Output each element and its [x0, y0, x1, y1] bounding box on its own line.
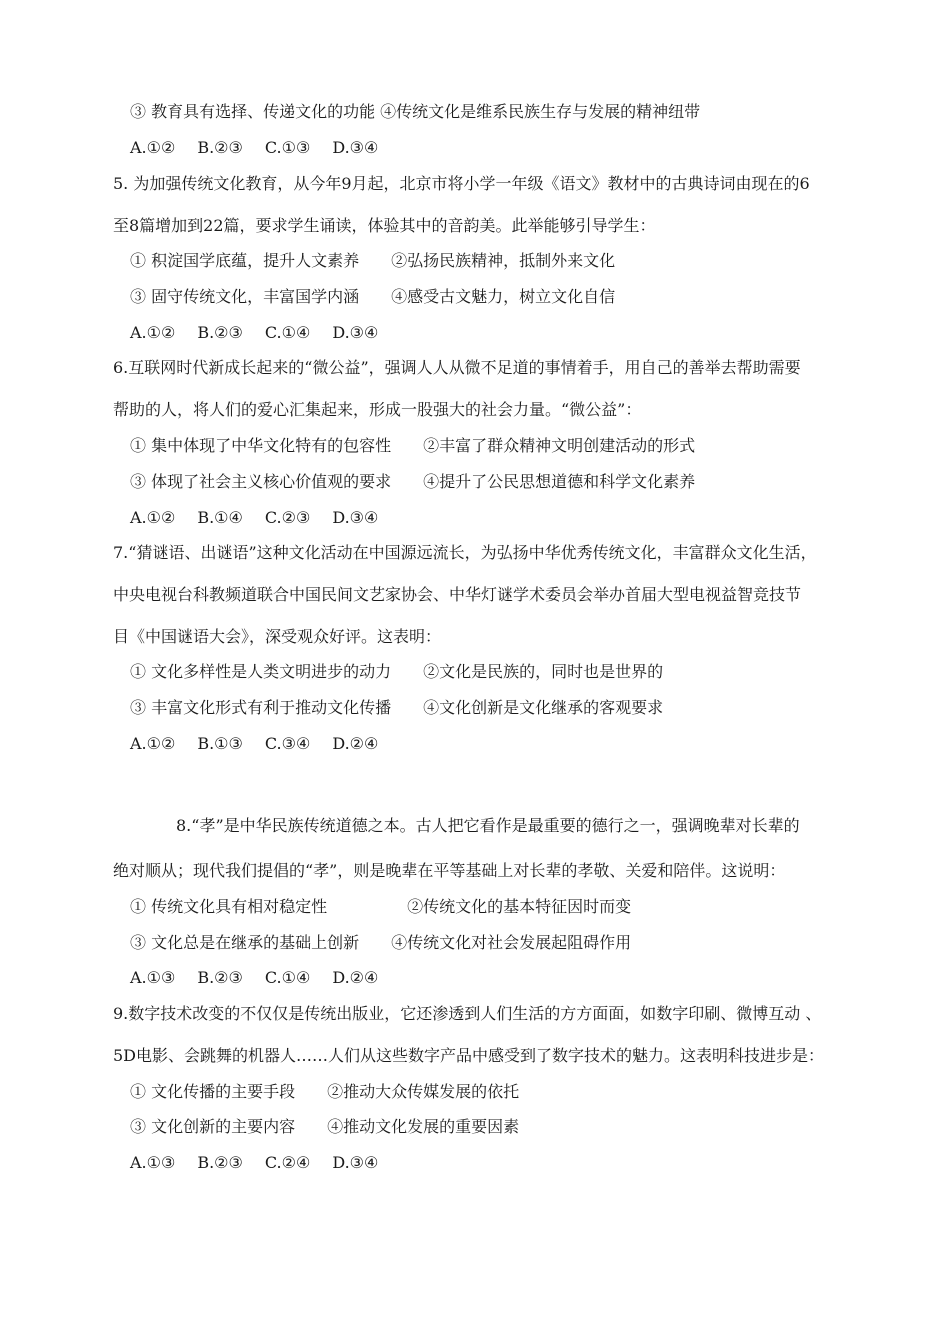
- answer-choice: B.②③: [197, 968, 243, 987]
- answer-choice: D.③④: [332, 1153, 379, 1172]
- answer-choices: [130, 508, 400, 528]
- answer-choice: D.②④: [332, 734, 379, 753]
- answer-choice: D.③④: [332, 323, 379, 342]
- text-line: ③ 教育具有选择、传递文化的功能 ④传统文化是维系民族生存与发展的精神纽带: [130, 102, 701, 121]
- text-line: ① 集中体现了中华文化特有的包容性 ②丰富了群众精神文明创建活动的形式: [130, 436, 696, 455]
- answer-choice: A.①③: [130, 968, 176, 987]
- answer-choice: C.③④: [264, 734, 311, 753]
- answer-choice: A.①②: [130, 734, 176, 753]
- answer-choice: C.①④: [264, 968, 311, 987]
- text-line: 7.“猜谜语、出谜语”这种文化活动在中国源远流长，为弘扬中华优秀传统文化，丰富群众文化生活，: [113, 543, 817, 562]
- answer-choices: [130, 1153, 400, 1173]
- text-line: 帮助的人，将人们的爱心汇集起来，形成一股强大的社会力量。“微公益”：: [113, 400, 642, 419]
- text-line: 9.数字技术改变的不仅仅是传统出版业，它还渗透到人们生活的方方面面，如数字印刷、微博互动 、: [113, 1004, 822, 1023]
- answer-choice: A.①②: [130, 508, 176, 527]
- answer-choice: B.①③: [197, 734, 243, 753]
- text-line: 5. 为加强传统文化教育，从今年9月起，北京市将小学一年级《语文》教材中的古典诗词由现在的6: [113, 174, 810, 193]
- answer-choice: C.①③: [264, 138, 311, 157]
- answer-choice: D.②④: [332, 968, 379, 987]
- answer-choice: D.③④: [332, 138, 379, 157]
- answer-choice: B.②③: [197, 323, 243, 342]
- answer-choice: A.①②: [130, 138, 176, 157]
- answer-choices: [130, 138, 400, 158]
- answer-choice: A.①②: [130, 323, 176, 342]
- answer-choices: [130, 323, 400, 343]
- text-line: ① 文化传播的主要手段 ②推动大众传媒发展的依托: [130, 1082, 520, 1101]
- answer-choice: C.②③: [264, 508, 311, 527]
- text-line: 绝对顺从；现代我们提倡的“孝”，则是晚辈在平等基础上对长辈的孝敬、关爱和陪伴。这说明：: [113, 861, 786, 880]
- text-line: 8.“孝”是中华民族传统道德之本。古人把它看作是最重要的德行之一，强调晚辈对长辈的: [176, 816, 800, 835]
- text-line: 5D电影、会跳舞的机器人……人们从这些数字产品中感受到了数字技术的魅力。这表明科技进步是：: [113, 1046, 825, 1065]
- text-line: ③ 文化总是在继承的基础上创新 ④传统文化对社会发展起阻碍作用: [130, 933, 632, 952]
- answer-choices: [130, 734, 400, 754]
- text-line: 中央电视台科教频道联合中国民间文艺家协会、中华灯谜学术委员会举办首届大型电视益智竞技节: [113, 585, 802, 604]
- answer-choice: B.①④: [197, 508, 243, 527]
- answer-choice: A.①③: [130, 1153, 176, 1172]
- text-line: 6.互联网时代新成长起来的“微公益”，强调人人从微不足道的事情着手，用自己的善举去帮助需要: [113, 358, 801, 377]
- text-line: ① 传统文化具有相对稳定性 ②传统文化的基本特征因时而变: [130, 897, 632, 916]
- answer-choice: B.②③: [197, 138, 243, 157]
- answer-choice: C.①④: [264, 323, 311, 342]
- text-line: ① 积淀国学底蕴，提升人文素养 ②弘扬民族精神，抵制外来文化: [130, 251, 616, 270]
- text-line: ③ 体现了社会主义核心价值观的要求 ④提升了公民思想道德和科学文化素养: [130, 472, 696, 491]
- answer-choice: D.③④: [332, 508, 379, 527]
- text-line: 至8篇增加到22篇，要求学生诵读，体验其中的音韵美。此举能够引导学生：: [113, 216, 656, 235]
- answer-choices: [130, 968, 400, 988]
- text-line: ③ 固守传统文化，丰富国学内涵 ④感受古文魅力，树立文化自信: [130, 287, 616, 306]
- text-line: ③ 丰富文化形式有利于推动文化传播 ④文化创新是文化继承的客观要求: [130, 698, 664, 717]
- answer-choice: C.②④: [264, 1153, 311, 1172]
- text-line: ① 文化多样性是人类文明进步的动力 ②文化是民族的，同时也是世界的: [130, 662, 664, 681]
- text-line: 目《中国谜语大会》，深受观众好评。这表明：: [113, 627, 442, 646]
- text-line: ③ 文化创新的主要内容 ④推动文化发展的重要因素: [130, 1117, 520, 1136]
- answer-choice: B.②③: [197, 1153, 243, 1172]
